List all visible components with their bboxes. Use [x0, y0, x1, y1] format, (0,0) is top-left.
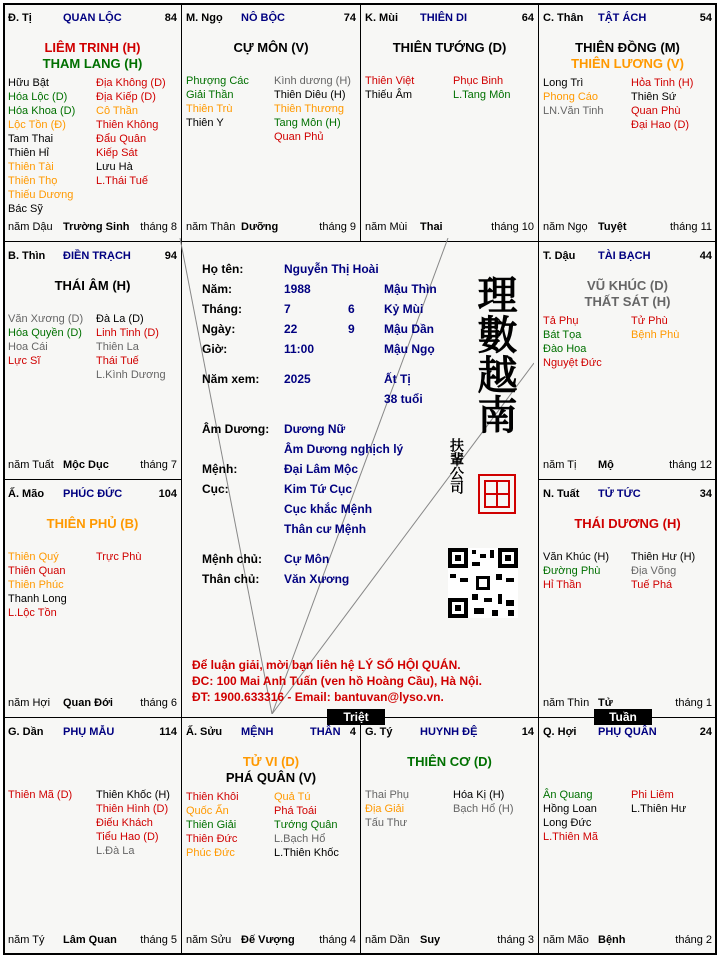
contact-address: ĐC: 100 Mai Anh Tuấn (ven hồ Hoàng Cầu), Hà Nội.: [192, 674, 483, 688]
minor-star: Tướng Quân: [274, 819, 338, 831]
qr-code-icon: [448, 548, 518, 618]
triet-marker: Triệt: [327, 709, 385, 725]
minor-star: Thiếu Âm: [365, 89, 413, 101]
palace-footer: [543, 459, 712, 473]
minor-star: Ân Quang: [543, 789, 593, 801]
gio-can-value: Mậu Ngọ: [384, 342, 435, 356]
footer-stage: Suy: [420, 934, 441, 946]
minor-star: Thiên Hỉ: [8, 147, 49, 159]
footer-month: tháng 4: [319, 934, 356, 946]
palace-header: [365, 726, 534, 740]
minor-star: L.Đà La: [96, 845, 135, 857]
palace-header: [8, 12, 177, 26]
minor-star: Thái Tuế: [96, 355, 139, 367]
main-star: VŨ KHÚC (D): [587, 278, 668, 293]
minor-star: Bạch Hổ (H): [453, 803, 514, 815]
minor-star: Tiểu Hao (D): [96, 831, 159, 843]
palace-number: 34: [699, 488, 712, 500]
minor-star: Thiên Khốc (H): [96, 789, 170, 801]
minor-star: Thiên La: [96, 341, 139, 353]
palace-header: [543, 250, 712, 264]
palace-dau: [538, 241, 717, 480]
footer-year: năm Hợi: [8, 697, 51, 709]
footer-month: tháng 2: [675, 934, 712, 946]
than-chu-label: Thân chủ:: [202, 572, 260, 586]
footer-year: năm Thân: [186, 221, 236, 233]
minor-star: Thiên Mã (D): [8, 789, 73, 801]
footer-stage: Lâm Quan: [63, 934, 117, 946]
calligraphy-logo: [472, 274, 516, 434]
nam-value: 1988: [284, 282, 311, 296]
minor-star: L.Tang Môn: [453, 89, 511, 101]
minor-star: Đường Phù: [543, 565, 601, 577]
palace-name: THIÊN DI: [420, 12, 468, 24]
palace-position: N. Tuất: [543, 488, 580, 500]
minor-star: Thiên Thọ: [8, 175, 58, 187]
palace-position: M. Ngọ: [186, 12, 223, 24]
palace-mui: [360, 3, 539, 242]
footer-year: năm Tuất: [8, 459, 54, 471]
tuan-marker: Tuần: [594, 709, 652, 725]
minor-star: Thiên Phúc: [8, 579, 64, 591]
palace-name: TÀI BẠCH: [598, 250, 651, 262]
footer-month: tháng 6: [140, 697, 177, 709]
palace-footer: [365, 221, 534, 235]
minor-star: Quan Phù: [631, 105, 681, 117]
nam-label: Năm:: [202, 282, 233, 296]
minor-star: Thiên Quan: [8, 565, 66, 577]
main-star: THIÊN LƯƠNG (V): [571, 56, 684, 71]
palace-position: G. Tý: [365, 726, 393, 738]
palace-name: QUAN LỘC: [63, 12, 122, 24]
center-info-panel: [178, 238, 534, 714]
minor-star: Hóa Quyền (D): [8, 327, 82, 339]
palace-than: [538, 3, 717, 242]
red-seal-stamp: [478, 474, 516, 514]
palace-number: 94: [164, 250, 177, 262]
minor-star: L.Kình Dương: [96, 369, 166, 381]
palace-header: [365, 12, 534, 26]
palace-number: 114: [159, 726, 177, 738]
minor-star: Tam Thai: [8, 133, 54, 145]
main-star: LIÊM TRINH (H): [44, 40, 141, 55]
minor-star: Thiên Diêu (H): [274, 89, 346, 101]
palace-footer: [543, 934, 712, 948]
footer-year: năm Thìn: [543, 697, 590, 709]
ngay-value: 22: [284, 322, 298, 336]
main-star: THIÊN CƠ (D): [407, 754, 492, 769]
palace-position: T. Dậu: [543, 250, 576, 262]
palace-number: 14: [521, 726, 534, 738]
footer-stage: Tử: [598, 697, 613, 709]
nam-xem-value: 2025: [284, 372, 311, 386]
am-duong-label: Âm Dương:: [202, 422, 270, 436]
palace-hoi: [538, 717, 717, 955]
than-chu-value: Văn Xương: [284, 572, 350, 586]
footer-month: tháng 12: [669, 459, 712, 471]
minor-star: Kiếp Sát: [96, 147, 138, 159]
palace-dan: [3, 717, 182, 955]
palace-ty: [360, 717, 539, 955]
palace-name: TỬ TỨC: [598, 488, 641, 500]
palace-position: Q. Hợi: [543, 726, 577, 738]
palace-number: 74: [343, 12, 356, 24]
footer-year: năm Ngọ: [543, 221, 588, 233]
minor-star: Phục Binh: [453, 75, 504, 87]
palace-position: Ấ. Mão: [8, 488, 45, 500]
minor-star: Long Đức: [543, 817, 592, 829]
minor-star: Thanh Long: [8, 593, 67, 605]
palace-footer: [8, 697, 177, 711]
palace-number: 4: [349, 726, 356, 738]
menh-value: Đại Lâm Mộc: [284, 462, 359, 476]
minor-star: Thiếu Dương: [8, 189, 74, 201]
minor-star: Tuế Phá: [631, 579, 673, 591]
than-cu-note: Thân cư Mệnh: [284, 522, 367, 536]
palace-footer: [8, 221, 177, 235]
palace-position: G. Dần: [8, 726, 44, 738]
footer-year: năm Dậu: [8, 221, 53, 233]
palace-suu: [181, 717, 361, 955]
minor-star: Thiên Khôi: [186, 791, 239, 803]
footer-year: năm Sửu: [186, 934, 232, 946]
minor-star: Địa Võng: [631, 565, 677, 577]
minor-star: Hoa Cái: [8, 341, 48, 353]
minor-star: Phượng Các: [186, 75, 249, 87]
palace-header: [543, 488, 712, 502]
calligraphy-text: 理數越南: [471, 274, 518, 434]
minor-star: Nguyệt Đức: [543, 357, 602, 369]
palace-header: [186, 726, 356, 740]
minor-star: Bát Tọa: [543, 329, 582, 341]
minor-star: Thiên Hư (H): [631, 551, 696, 563]
footer-year: năm Mùi: [365, 221, 408, 233]
minor-star: Hỏa Tinh (H): [631, 77, 694, 89]
minor-star: L.Lộc Tồn: [8, 607, 57, 619]
palace-tuat: [538, 479, 717, 718]
palace-number: 104: [158, 488, 177, 500]
palace-name: NÔ BỘC: [241, 12, 285, 24]
footer-stage: Mộ: [598, 459, 614, 471]
main-star: THÁI DƯƠNG (H): [574, 516, 681, 531]
contact-phone-email: ĐT: 1900.633316 - Email: bantuvan@lyso.vn.: [192, 690, 444, 704]
palace-position: C. Thân: [543, 12, 584, 24]
minor-star: Hồng Loan: [543, 803, 597, 815]
minor-star: Đẩu Quân: [96, 133, 147, 145]
palace-name: ĐIỀN TRẠCH: [63, 250, 131, 262]
palace-header: [8, 250, 177, 264]
cuc-value: Kim Tứ Cục: [284, 482, 353, 496]
ngay-am-value: 9: [348, 322, 355, 336]
footer-stage: Tuyệt: [598, 221, 627, 233]
thang-label: Tháng:: [202, 302, 242, 316]
palace-position: B. Thìn: [8, 250, 46, 262]
palace-footer: [8, 459, 177, 473]
minor-star: L.Thái Tuế: [96, 175, 148, 187]
footer-stage: Thai: [420, 221, 443, 233]
footer-month: tháng 1: [675, 697, 712, 709]
main-star: THIÊN PHỦ (B): [46, 516, 139, 531]
minor-star: Tả Phụ: [543, 315, 579, 327]
minor-star: Thiên Việt: [365, 75, 415, 87]
minor-star: Thiên Trù: [186, 103, 233, 115]
palace-number: 44: [699, 250, 712, 262]
footer-month: tháng 3: [497, 934, 534, 946]
footer-stage: Trường Sinh: [63, 221, 130, 233]
minor-star: Điếu Khách: [96, 817, 153, 829]
footer-stage: Bệnh: [598, 934, 626, 946]
minor-star: Quốc Ấn: [186, 805, 229, 817]
minor-star: L.Thiên Mã: [543, 831, 599, 843]
minor-star: Thiên Tài: [8, 161, 54, 173]
menh-chu-label: Mệnh chủ:: [202, 552, 262, 566]
minor-star: Thiên Không: [96, 119, 159, 131]
seal-glyph-icon: [480, 476, 514, 512]
footer-month: tháng 5: [140, 934, 177, 946]
cuc-note: Cục khắc Mệnh: [284, 502, 373, 516]
palace-number: 64: [521, 12, 534, 24]
palace-name: HUYNH ĐỆ: [420, 726, 478, 738]
minor-star: Thiên Giải: [186, 819, 237, 831]
minor-star: Văn Khúc (H): [543, 551, 610, 563]
ngay-label: Ngày:: [202, 322, 236, 336]
gio-value: 11:00: [284, 342, 315, 356]
main-star: CỰ MÔN (V): [233, 40, 309, 55]
minor-star: Thiên Đức: [186, 833, 238, 845]
minor-star: Tử Phù: [631, 315, 668, 327]
minor-star: Đại Hao (D): [631, 119, 690, 131]
footer-stage: Mộc Dục: [63, 459, 109, 471]
palace-thin: [3, 241, 182, 480]
palace-ti: [3, 3, 182, 242]
main-star: THAM LANG (H): [42, 56, 143, 71]
palace-header: [543, 726, 712, 740]
minor-star: Quan Phủ: [274, 131, 324, 143]
palace-number: 54: [699, 12, 712, 24]
palace-footer: [186, 221, 356, 235]
am-duong-value: Dương Nữ: [284, 422, 346, 436]
minor-star: Đà La (D): [96, 313, 144, 325]
thang-can-value: Kỷ Mùi: [384, 302, 424, 316]
palace-name: MỆNH: [241, 726, 274, 738]
minor-star: Lưu Hà: [96, 161, 133, 173]
nam-xem-label: Năm xem:: [202, 372, 260, 386]
main-star: THIÊN ĐỒNG (M): [575, 40, 680, 55]
minor-star: Phúc Đức: [186, 847, 235, 859]
palace-name: PHÚC ĐỨC: [63, 488, 123, 500]
minor-star: Thai Phụ: [365, 789, 410, 801]
minor-star: Lực Sĩ: [8, 355, 41, 367]
contact-line-1: Để luận giải, mời bạn liên hệ LÝ SỐ HỘI QUÁN.: [192, 658, 461, 672]
palace-ngo: [181, 3, 361, 242]
tuoi-value: 38 tuổi: [384, 392, 423, 406]
minor-star: LN.Văn Tinh: [543, 105, 604, 117]
footer-month: tháng 10: [491, 221, 534, 233]
footer-month: tháng 8: [140, 221, 177, 233]
minor-star: Thiên Sứ: [631, 91, 677, 103]
minor-star: Lộc Tồn (Đ): [8, 119, 66, 131]
nam-can-value: Mậu Thìn: [384, 282, 437, 296]
minor-star: Cô Thần: [96, 105, 138, 117]
palace-position: K. Mùi: [365, 12, 398, 24]
minor-star: Địa Kiếp (D): [96, 91, 156, 103]
footer-year: năm Dần: [365, 934, 410, 946]
main-star: TỬ VI (D): [242, 754, 300, 769]
minor-star: Quả Tú: [274, 791, 311, 803]
minor-star: Thiên Hình (D): [96, 803, 169, 815]
nam-xem-can-value: Ất Tị: [384, 372, 411, 386]
palace-number: 24: [699, 726, 712, 738]
minor-star: Hóa Kị (H): [453, 789, 505, 801]
palace-footer: [543, 221, 712, 235]
minor-star: Hóa Khoa (D): [8, 105, 76, 117]
main-star: THÁI ÂM (H): [54, 278, 131, 293]
minor-star: Trực Phù: [96, 551, 142, 563]
footer-month: tháng 9: [319, 221, 356, 233]
than-badge: THÂN: [310, 726, 341, 738]
am-duong-note: Âm Dương nghịch lý: [284, 442, 404, 456]
palace-position: Ấ. Sửu: [186, 726, 223, 738]
minor-star: Phi Liêm: [631, 789, 674, 801]
minor-star: Hỉ Thần: [543, 579, 582, 591]
minor-star: Thiên Quý: [8, 551, 59, 563]
footer-year: năm Tị: [543, 459, 577, 471]
palace-name: TẬT ÁCH: [598, 12, 647, 24]
footer-year: năm Mão: [543, 934, 589, 946]
minor-star: Thiên Thương: [274, 103, 345, 115]
palace-footer: [365, 934, 534, 948]
minor-star: Đào Hoa: [543, 343, 587, 355]
menh-label: Mệnh:: [202, 462, 238, 476]
palace-name: PHỤ MẪU: [63, 726, 115, 738]
minor-star: L.Bạch Hổ: [274, 833, 326, 845]
minor-star: L.Thiên Hư: [631, 803, 687, 815]
minor-star: L.Thiên Khốc: [274, 847, 339, 859]
palace-position: Đ. Tị: [8, 12, 32, 24]
minor-star: Văn Xương (D): [8, 313, 84, 325]
ngay-can-value: Mậu Dần: [384, 322, 435, 336]
footer-stage: Dưỡng: [241, 221, 279, 233]
thang-value: 7: [284, 302, 291, 316]
minor-star: Hữu Bật: [8, 77, 49, 89]
ho-ten-label: Họ tên:: [202, 262, 244, 276]
minor-star: Thiên Y: [186, 117, 224, 129]
menh-chu-value: Cự Môn: [284, 552, 330, 566]
palace-number: 84: [164, 12, 177, 24]
palace-footer: [186, 934, 356, 948]
palace-header: [8, 726, 177, 740]
palace-name: PHỤ QUÂN: [598, 726, 657, 738]
footer-month: tháng 11: [669, 221, 712, 233]
palace-header: [8, 488, 177, 502]
minor-star: Tang Môn (H): [274, 117, 341, 129]
minor-star: Giải Thần: [186, 89, 234, 101]
minor-star: Bác Sỹ: [8, 203, 43, 215]
seal-small-text: 扶輩公司: [448, 438, 464, 494]
minor-star: Hóa Lộc (D): [8, 91, 68, 103]
minor-star: Phá Toái: [274, 805, 317, 817]
minor-star: Kình dương (H): [274, 75, 351, 87]
minor-star: Tấu Thư: [365, 817, 408, 829]
palace-mao: [3, 479, 182, 718]
palace-header: [543, 12, 712, 26]
minor-star: Địa Giải: [365, 803, 405, 815]
footer-month: tháng 7: [140, 459, 177, 471]
main-star: THẤT SÁT (H): [584, 294, 671, 309]
minor-star: Linh Tinh (D): [96, 327, 159, 339]
palace-footer: [8, 934, 177, 948]
footer-stage: Quan Đới: [63, 697, 113, 709]
minor-star: Phong Cáo: [543, 91, 599, 103]
cuc-label: Cục:: [202, 482, 229, 496]
ho-ten-value: Nguyễn Thị Hoài: [284, 262, 379, 276]
palace-header: [186, 12, 356, 26]
minor-star: Long Trì: [543, 77, 584, 89]
footer-year: năm Tý: [8, 934, 45, 946]
thang-am-value: 6: [348, 302, 355, 316]
main-star: THIÊN TƯỚNG (D): [392, 40, 507, 55]
minor-star: Địa Không (D): [96, 77, 166, 89]
main-star: PHÁ QUÂN (V): [225, 770, 317, 785]
gio-label: Giờ:: [202, 342, 228, 356]
minor-star: Bệnh Phù: [631, 329, 680, 341]
footer-stage: Đế Vượng: [241, 934, 295, 946]
